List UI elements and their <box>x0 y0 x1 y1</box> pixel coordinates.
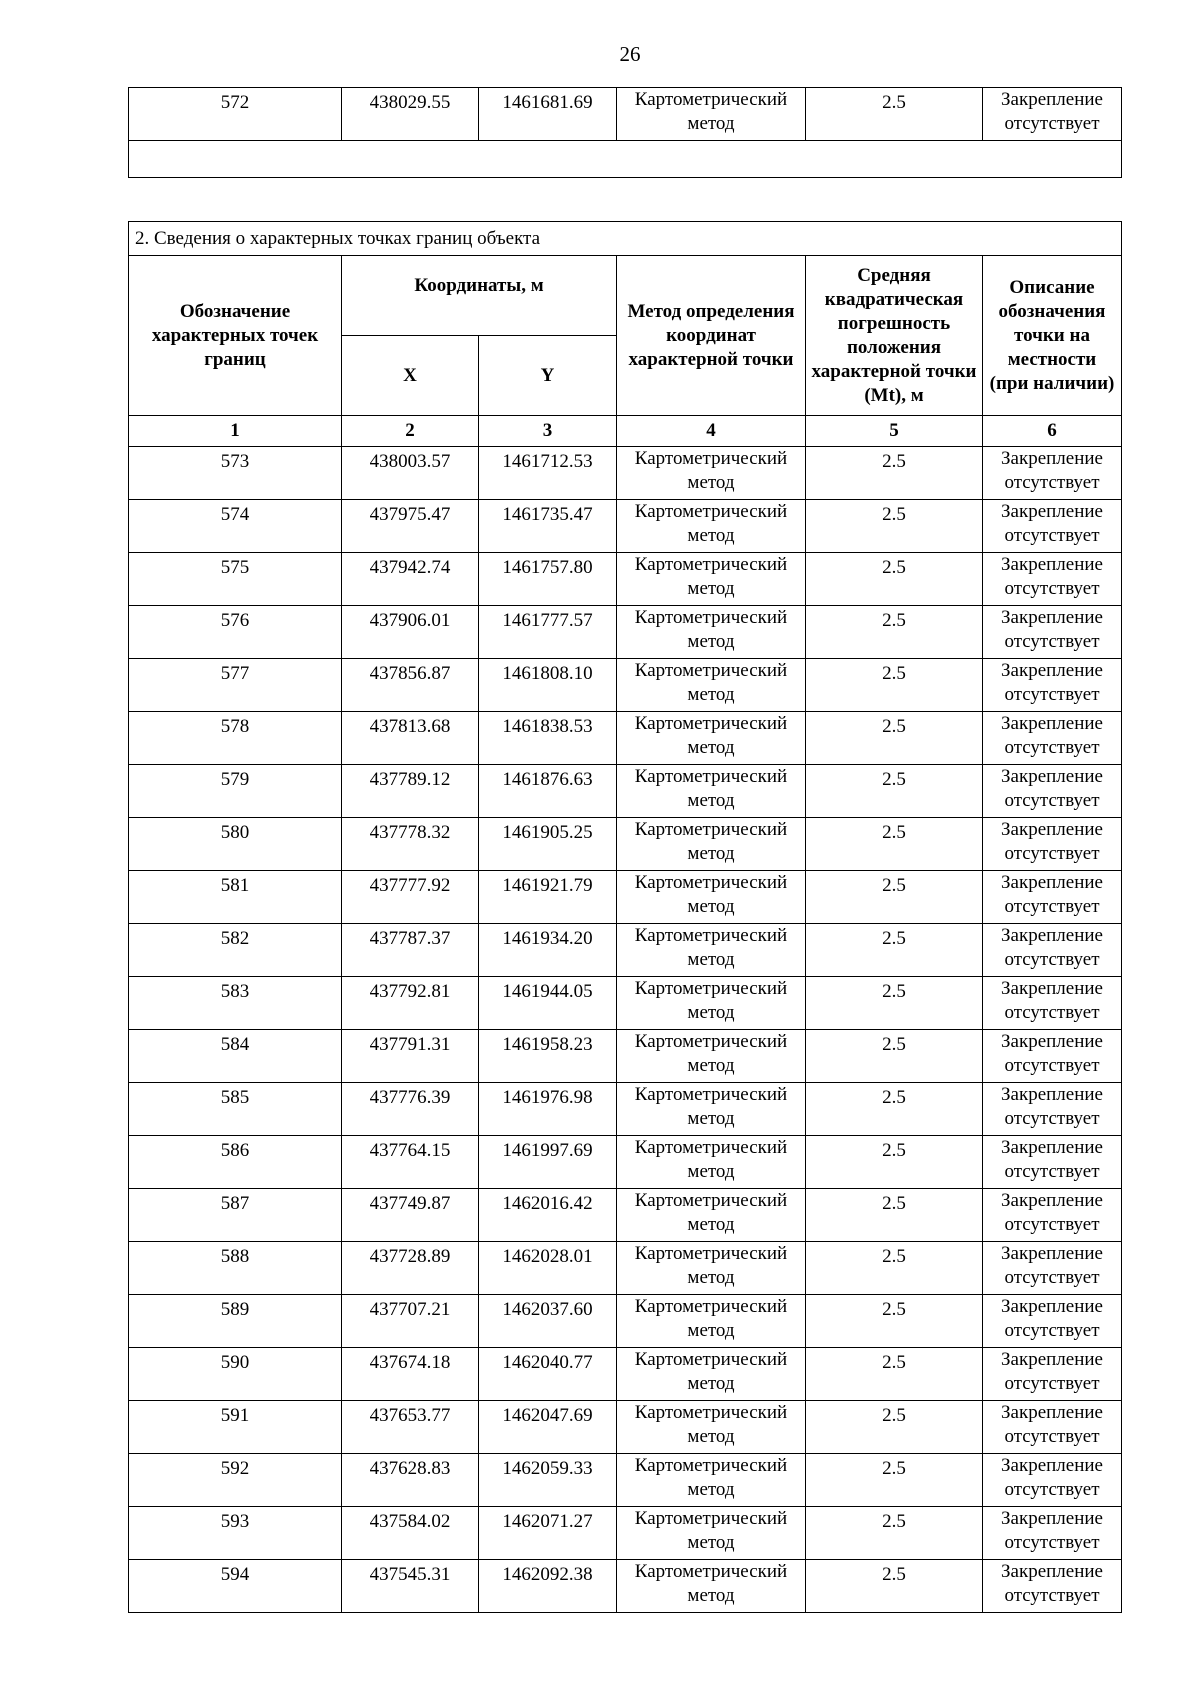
table-row <box>129 1242 1122 1295</box>
point-id: 572 <box>129 88 342 141</box>
coord-y: 1461921.79 <box>479 871 617 924</box>
coord-x: 437778.32 <box>342 818 479 871</box>
point-id: 592 <box>129 1454 342 1507</box>
error: 2.5 <box>806 1560 983 1613</box>
error: 2.5 <box>806 1242 983 1295</box>
point-id: 574 <box>129 500 342 553</box>
coord-x: 437653.77 <box>342 1401 479 1454</box>
coord-y: 1462037.60 <box>479 1295 617 1348</box>
error: 2.5 <box>806 765 983 818</box>
coord-x: 437584.02 <box>342 1507 479 1560</box>
point-id: 580 <box>129 818 342 871</box>
coord-y: 1461876.63 <box>479 765 617 818</box>
method: Картометрический метод <box>617 1083 806 1136</box>
header-method: Метод определения координат характерной точки <box>617 256 806 416</box>
method: Картометрический метод <box>617 1401 806 1454</box>
continuation-table <box>128 87 1122 178</box>
description: Закрепление отсутствует <box>983 659 1122 712</box>
boundary-points-table <box>128 221 1122 1613</box>
point-id: 575 <box>129 553 342 606</box>
description: Закрепление отсутствует <box>983 1083 1122 1136</box>
error: 2.5 <box>806 1401 983 1454</box>
point-id: 594 <box>129 1560 342 1613</box>
coord-y: 1461808.10 <box>479 659 617 712</box>
description: Закрепление отсутствует <box>983 1242 1122 1295</box>
description: Закрепление отсутствует <box>983 500 1122 553</box>
method: Картометрический метод <box>617 1560 806 1613</box>
coord-x: 437791.31 <box>342 1030 479 1083</box>
column-number: 3 <box>479 416 617 447</box>
coord-x: 438003.57 <box>342 447 479 500</box>
coord-x: 437975.47 <box>342 500 479 553</box>
error: 2.5 <box>806 871 983 924</box>
point-id: 576 <box>129 606 342 659</box>
page-number: 26 <box>619 42 641 66</box>
error: 2.5 <box>806 977 983 1030</box>
error: 2.5 <box>806 659 983 712</box>
error: 2.5 <box>806 1348 983 1401</box>
description: Закрепление отсутствует <box>983 712 1122 765</box>
method: Картометрический метод <box>617 1136 806 1189</box>
table-row <box>129 606 1122 659</box>
description: Закрепление отсутствует <box>983 1560 1122 1613</box>
table-row <box>129 1348 1122 1401</box>
coord-x: 437789.12 <box>342 765 479 818</box>
error: 2.5 <box>806 1136 983 1189</box>
description: Закрепление отсутствует <box>983 1348 1122 1401</box>
description: Закрепление отсутствует <box>983 818 1122 871</box>
error: 2.5 <box>806 1189 983 1242</box>
error: 2.5 <box>806 88 983 141</box>
description: Закрепление отсутствует <box>983 1136 1122 1189</box>
description: Закрепление отсутствует <box>983 924 1122 977</box>
column-number: 2 <box>342 416 479 447</box>
coord-x: 437628.83 <box>342 1454 479 1507</box>
coord-x: 437792.81 <box>342 977 479 1030</box>
method: Картометрический метод <box>617 1454 806 1507</box>
method: Картометрический метод <box>617 924 806 977</box>
point-id: 586 <box>129 1136 342 1189</box>
point-id: 590 <box>129 1348 342 1401</box>
error: 2.5 <box>806 553 983 606</box>
coord-y: 1462028.01 <box>479 1242 617 1295</box>
description: Закрепление отсутствует <box>983 88 1122 141</box>
column-number: 6 <box>983 416 1122 447</box>
coord-x: 437707.21 <box>342 1295 479 1348</box>
coord-x: 437545.31 <box>342 1560 479 1613</box>
column-number: 5 <box>806 416 983 447</box>
description: Закрепление отсутствует <box>983 977 1122 1030</box>
point-id: 585 <box>129 1083 342 1136</box>
table-row <box>129 500 1122 553</box>
method: Картометрический метод <box>617 1189 806 1242</box>
method: Картометрический метод <box>617 659 806 712</box>
coord-y: 1461976.98 <box>479 1083 617 1136</box>
method: Картометрический метод <box>617 1242 806 1295</box>
point-id: 579 <box>129 765 342 818</box>
error: 2.5 <box>806 1295 983 1348</box>
table-row <box>129 1189 1122 1242</box>
description: Закрепление отсутствует <box>983 1295 1122 1348</box>
description: Закрепление отсутствует <box>983 1030 1122 1083</box>
error: 2.5 <box>806 924 983 977</box>
error: 2.5 <box>806 1083 983 1136</box>
table-row <box>129 447 1122 500</box>
coord-y: 1461934.20 <box>479 924 617 977</box>
method: Картометрический метод <box>617 1030 806 1083</box>
description: Закрепление отсутствует <box>983 553 1122 606</box>
coord-x: 437906.01 <box>342 606 479 659</box>
method: Картометрический метод <box>617 818 806 871</box>
error: 2.5 <box>806 500 983 553</box>
error: 2.5 <box>806 1507 983 1560</box>
section-title: 2. Сведения о характерных точках границ объекта <box>129 222 1122 256</box>
error: 2.5 <box>806 606 983 659</box>
method: Картометрический метод <box>617 712 806 765</box>
coord-y: 1461944.05 <box>479 977 617 1030</box>
coord-x: 438029.55 <box>342 88 479 141</box>
coord-x: 437813.68 <box>342 712 479 765</box>
coord-x: 437764.15 <box>342 1136 479 1189</box>
error: 2.5 <box>806 1454 983 1507</box>
coord-y: 1462092.38 <box>479 1560 617 1613</box>
empty-cell <box>129 141 1122 178</box>
method: Картометрический метод <box>617 765 806 818</box>
table-row <box>129 765 1122 818</box>
point-id: 584 <box>129 1030 342 1083</box>
error: 2.5 <box>806 447 983 500</box>
point-id: 587 <box>129 1189 342 1242</box>
header-y: Y <box>479 336 617 416</box>
column-number: 4 <box>617 416 806 447</box>
description: Закрепление отсутствует <box>983 765 1122 818</box>
method: Картометрический метод <box>617 447 806 500</box>
header-x: X <box>342 336 479 416</box>
empty-row <box>129 141 1122 178</box>
header-description: Описание обозначения точки на местности (при наличии) <box>983 256 1122 416</box>
table-row <box>129 1560 1122 1613</box>
method: Картометрический метод <box>617 977 806 1030</box>
table-row <box>129 871 1122 924</box>
table-row <box>129 88 1122 141</box>
error: 2.5 <box>806 1030 983 1083</box>
coord-x: 437787.37 <box>342 924 479 977</box>
coord-x: 437749.87 <box>342 1189 479 1242</box>
point-id: 577 <box>129 659 342 712</box>
error: 2.5 <box>806 712 983 765</box>
table-row <box>129 818 1122 871</box>
table-row <box>129 1030 1122 1083</box>
coord-x: 437777.92 <box>342 871 479 924</box>
table-row <box>129 1507 1122 1560</box>
table-row <box>129 712 1122 765</box>
coord-x: 437856.87 <box>342 659 479 712</box>
method: Картометрический метод <box>617 88 806 141</box>
coord-y: 1461905.25 <box>479 818 617 871</box>
method: Картометрический метод <box>617 500 806 553</box>
point-id: 591 <box>129 1401 342 1454</box>
coord-x: 437728.89 <box>342 1242 479 1295</box>
table-row <box>129 924 1122 977</box>
coord-x: 437776.39 <box>342 1083 479 1136</box>
point-id: 588 <box>129 1242 342 1295</box>
description: Закрепление отсутствует <box>983 871 1122 924</box>
coord-y: 1462040.77 <box>479 1348 617 1401</box>
table-row <box>129 977 1122 1030</box>
coord-x: 437674.18 <box>342 1348 479 1401</box>
table-body <box>129 447 1122 1613</box>
coord-y: 1462071.27 <box>479 1507 617 1560</box>
coord-y: 1461838.53 <box>479 712 617 765</box>
coord-y: 1461712.53 <box>479 447 617 500</box>
description: Закрепление отсутствует <box>983 1401 1122 1454</box>
coord-y: 1461735.47 <box>479 500 617 553</box>
table-row <box>129 1401 1122 1454</box>
description: Закрепление отсутствует <box>983 1454 1122 1507</box>
method: Картометрический метод <box>617 871 806 924</box>
coord-x: 437942.74 <box>342 553 479 606</box>
column-number: 1 <box>129 416 342 447</box>
method: Картометрический метод <box>617 1507 806 1560</box>
point-id: 583 <box>129 977 342 1030</box>
table-row <box>129 1136 1122 1189</box>
method: Картометрический метод <box>617 1348 806 1401</box>
error: 2.5 <box>806 818 983 871</box>
point-id: 589 <box>129 1295 342 1348</box>
coord-y: 1461958.23 <box>479 1030 617 1083</box>
point-id: 582 <box>129 924 342 977</box>
point-id: 581 <box>129 871 342 924</box>
description: Закрепление отсутствует <box>983 606 1122 659</box>
description: Закрепление отсутствует <box>983 1507 1122 1560</box>
coord-y: 1462059.33 <box>479 1454 617 1507</box>
point-id: 573 <box>129 447 342 500</box>
point-id: 578 <box>129 712 342 765</box>
method: Картометрический метод <box>617 553 806 606</box>
description: Закрепление отсутствует <box>983 447 1122 500</box>
header-designation: Обозначение характерных точек границ <box>129 256 342 416</box>
table-row <box>129 1454 1122 1507</box>
method: Картометрический метод <box>617 1295 806 1348</box>
coord-y: 1461997.69 <box>479 1136 617 1189</box>
coord-y: 1461777.57 <box>479 606 617 659</box>
header-coordinates: Координаты, м <box>342 256 617 336</box>
coord-y: 1461681.69 <box>479 88 617 141</box>
coord-y: 1462016.42 <box>479 1189 617 1242</box>
table-row <box>129 1295 1122 1348</box>
table-row <box>129 553 1122 606</box>
table-row <box>129 1083 1122 1136</box>
point-id: 593 <box>129 1507 342 1560</box>
header-error: Средняя квадратическая погрешность положения характерной точки (Mt), м <box>806 256 983 416</box>
description: Закрепление отсутствует <box>983 1189 1122 1242</box>
table-row <box>129 659 1122 712</box>
method: Картометрический метод <box>617 606 806 659</box>
coord-y: 1462047.69 <box>479 1401 617 1454</box>
coord-y: 1461757.80 <box>479 553 617 606</box>
